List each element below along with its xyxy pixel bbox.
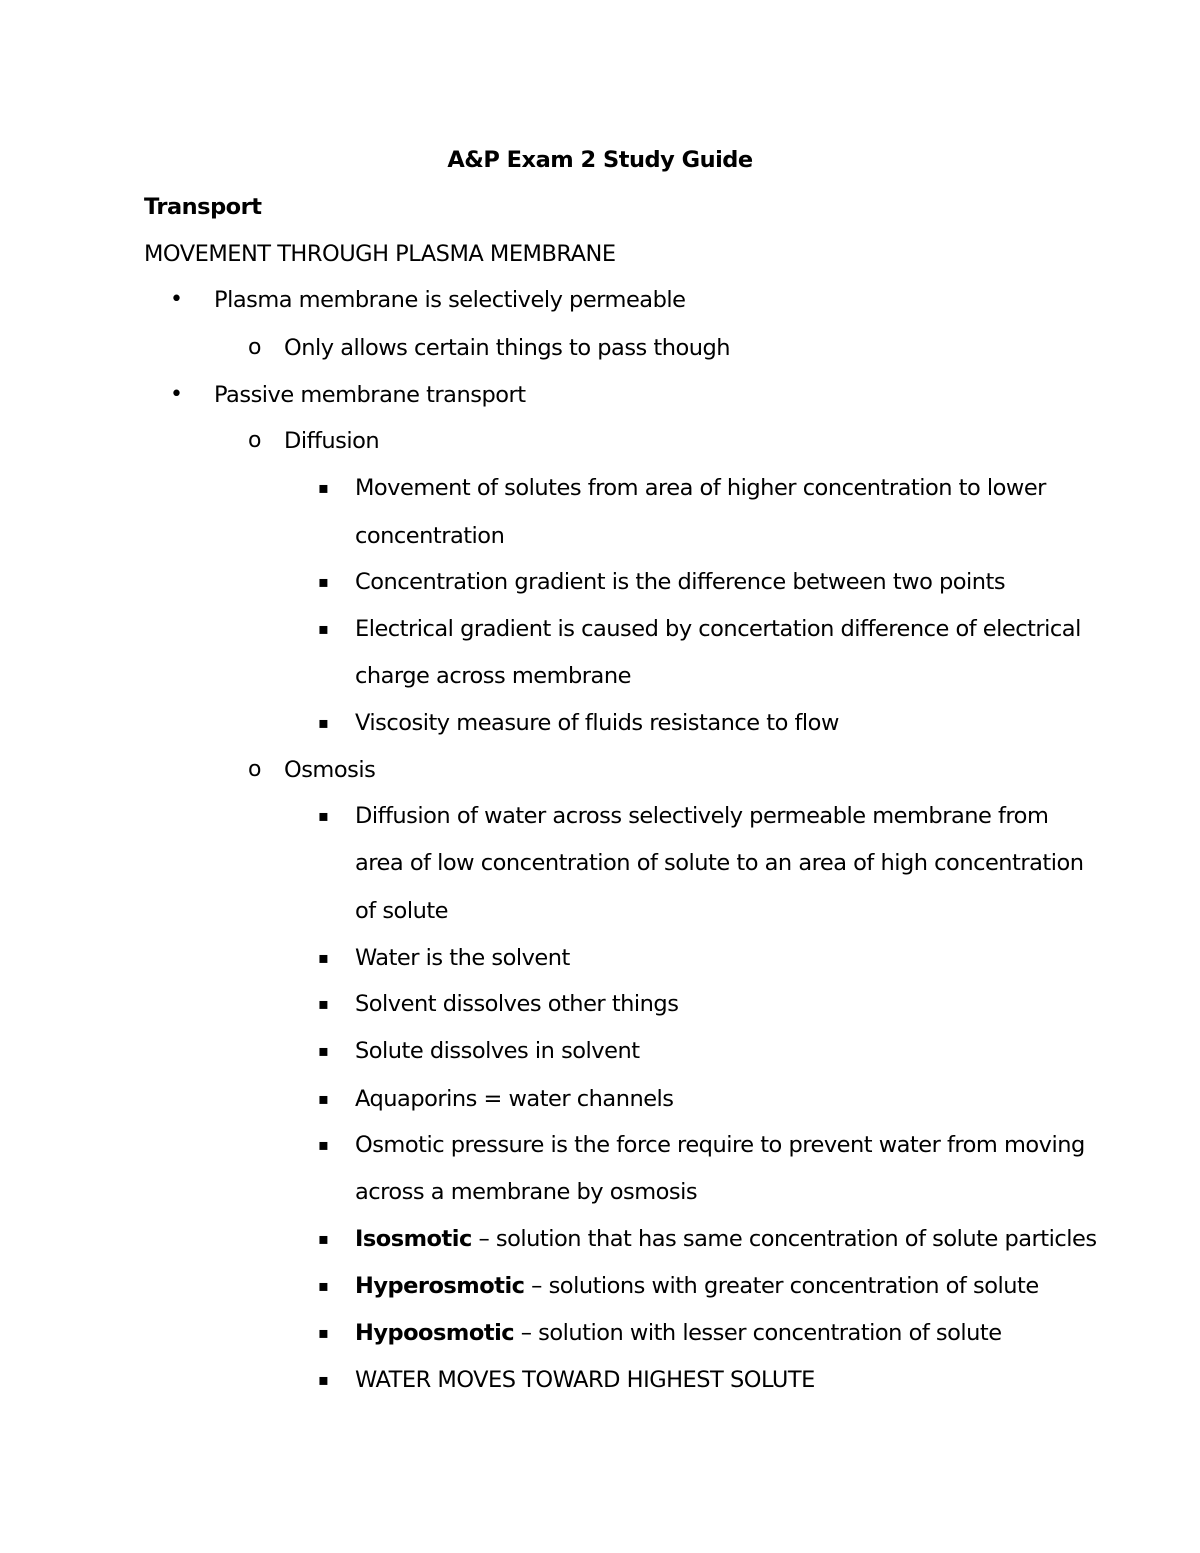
bullet-square-icon: ▪ [318, 1089, 329, 1108]
list-item: WATER MOVES TOWARD HIGHEST SOLUTE [355, 1367, 815, 1393]
bullet-disc-icon: • [170, 287, 183, 312]
list-item: Solute dissolves in solvent [355, 1038, 640, 1064]
bullet-square-icon: ▪ [318, 1370, 329, 1389]
list-item-continuation: of solute [355, 898, 449, 924]
bullet-square-icon: ▪ [318, 713, 329, 732]
term-hyperosmotic: Hyperosmotic [355, 1273, 525, 1299]
bullet-square-icon: ▪ [318, 1229, 329, 1248]
definition-hypoosmotic: – solution with lesser concentration of solute [514, 1320, 1002, 1346]
list-item-osmosis: Osmosis [284, 757, 376, 783]
bullet-square-icon: ▪ [318, 478, 329, 497]
list-item: Aquaporins = water channels [355, 1086, 674, 1112]
document-title: A&P Exam 2 Study Guide [447, 147, 753, 173]
list-item: Water is the solvent [355, 945, 570, 971]
section-heading: Transport [144, 194, 262, 220]
term-hypoosmotic: Hypoosmotic [355, 1320, 515, 1346]
bullet-disc-icon: • [170, 382, 183, 407]
list-item: Osmotic pressure is the force require to prevent water from moving [355, 1132, 1085, 1158]
list-item-continuation: area of low concentration of solute to an area of high concentration [355, 850, 1084, 876]
list-item: Solvent dissolves other things [355, 991, 679, 1017]
bullet-square-icon: ▪ [318, 1135, 329, 1154]
list-item-continuation: across a membrane by osmosis [355, 1179, 698, 1205]
list-item: Movement of solutes from area of higher concentration to lower [355, 475, 1046, 501]
list-item: Passive membrane transport [214, 382, 526, 408]
list-item-isosmotic [355, 1224, 1097, 1254]
definition-isosmotic: – solution that has same concentration of solute particles [471, 1226, 1097, 1252]
bullet-square-icon: ▪ [318, 1323, 329, 1342]
list-item: Plasma membrane is selectively permeable [214, 287, 686, 313]
bullet-square-icon: ▪ [318, 619, 329, 638]
subheading: MOVEMENT THROUGH PLASMA MEMBRANE [144, 241, 616, 267]
list-item: Concentration gradient is the difference between two points [355, 569, 1006, 595]
bullet-circle-icon: o [248, 335, 262, 360]
list-item-continuation: concentration [355, 523, 505, 549]
list-item: Only allows certain things to pass though [284, 335, 731, 361]
bullet-square-icon: ▪ [318, 572, 329, 591]
definition-hyperosmotic: – solutions with greater concentration of solute [524, 1273, 1039, 1299]
bullet-circle-icon: o [248, 757, 262, 782]
bullet-square-icon: ▪ [318, 806, 329, 825]
list-item: Viscosity measure of fluids resistance to flow [355, 710, 839, 736]
list-item-hyperosmotic [355, 1271, 1039, 1301]
list-item-continuation: charge across membrane [355, 663, 631, 689]
list-item: Electrical gradient is caused by concertation difference of electrical [355, 616, 1081, 642]
list-item-hypoosmotic [355, 1318, 1002, 1348]
list-item: Diffusion of water across selectively permeable membrane from [355, 803, 1049, 829]
list-item-diffusion: Diffusion [284, 428, 380, 454]
bullet-circle-icon: o [248, 428, 262, 453]
bullet-square-icon: ▪ [318, 1276, 329, 1295]
bullet-square-icon: ▪ [318, 948, 329, 967]
bullet-square-icon: ▪ [318, 1041, 329, 1060]
bullet-square-icon: ▪ [318, 994, 329, 1013]
term-isosmotic: Isosmotic [355, 1226, 472, 1252]
